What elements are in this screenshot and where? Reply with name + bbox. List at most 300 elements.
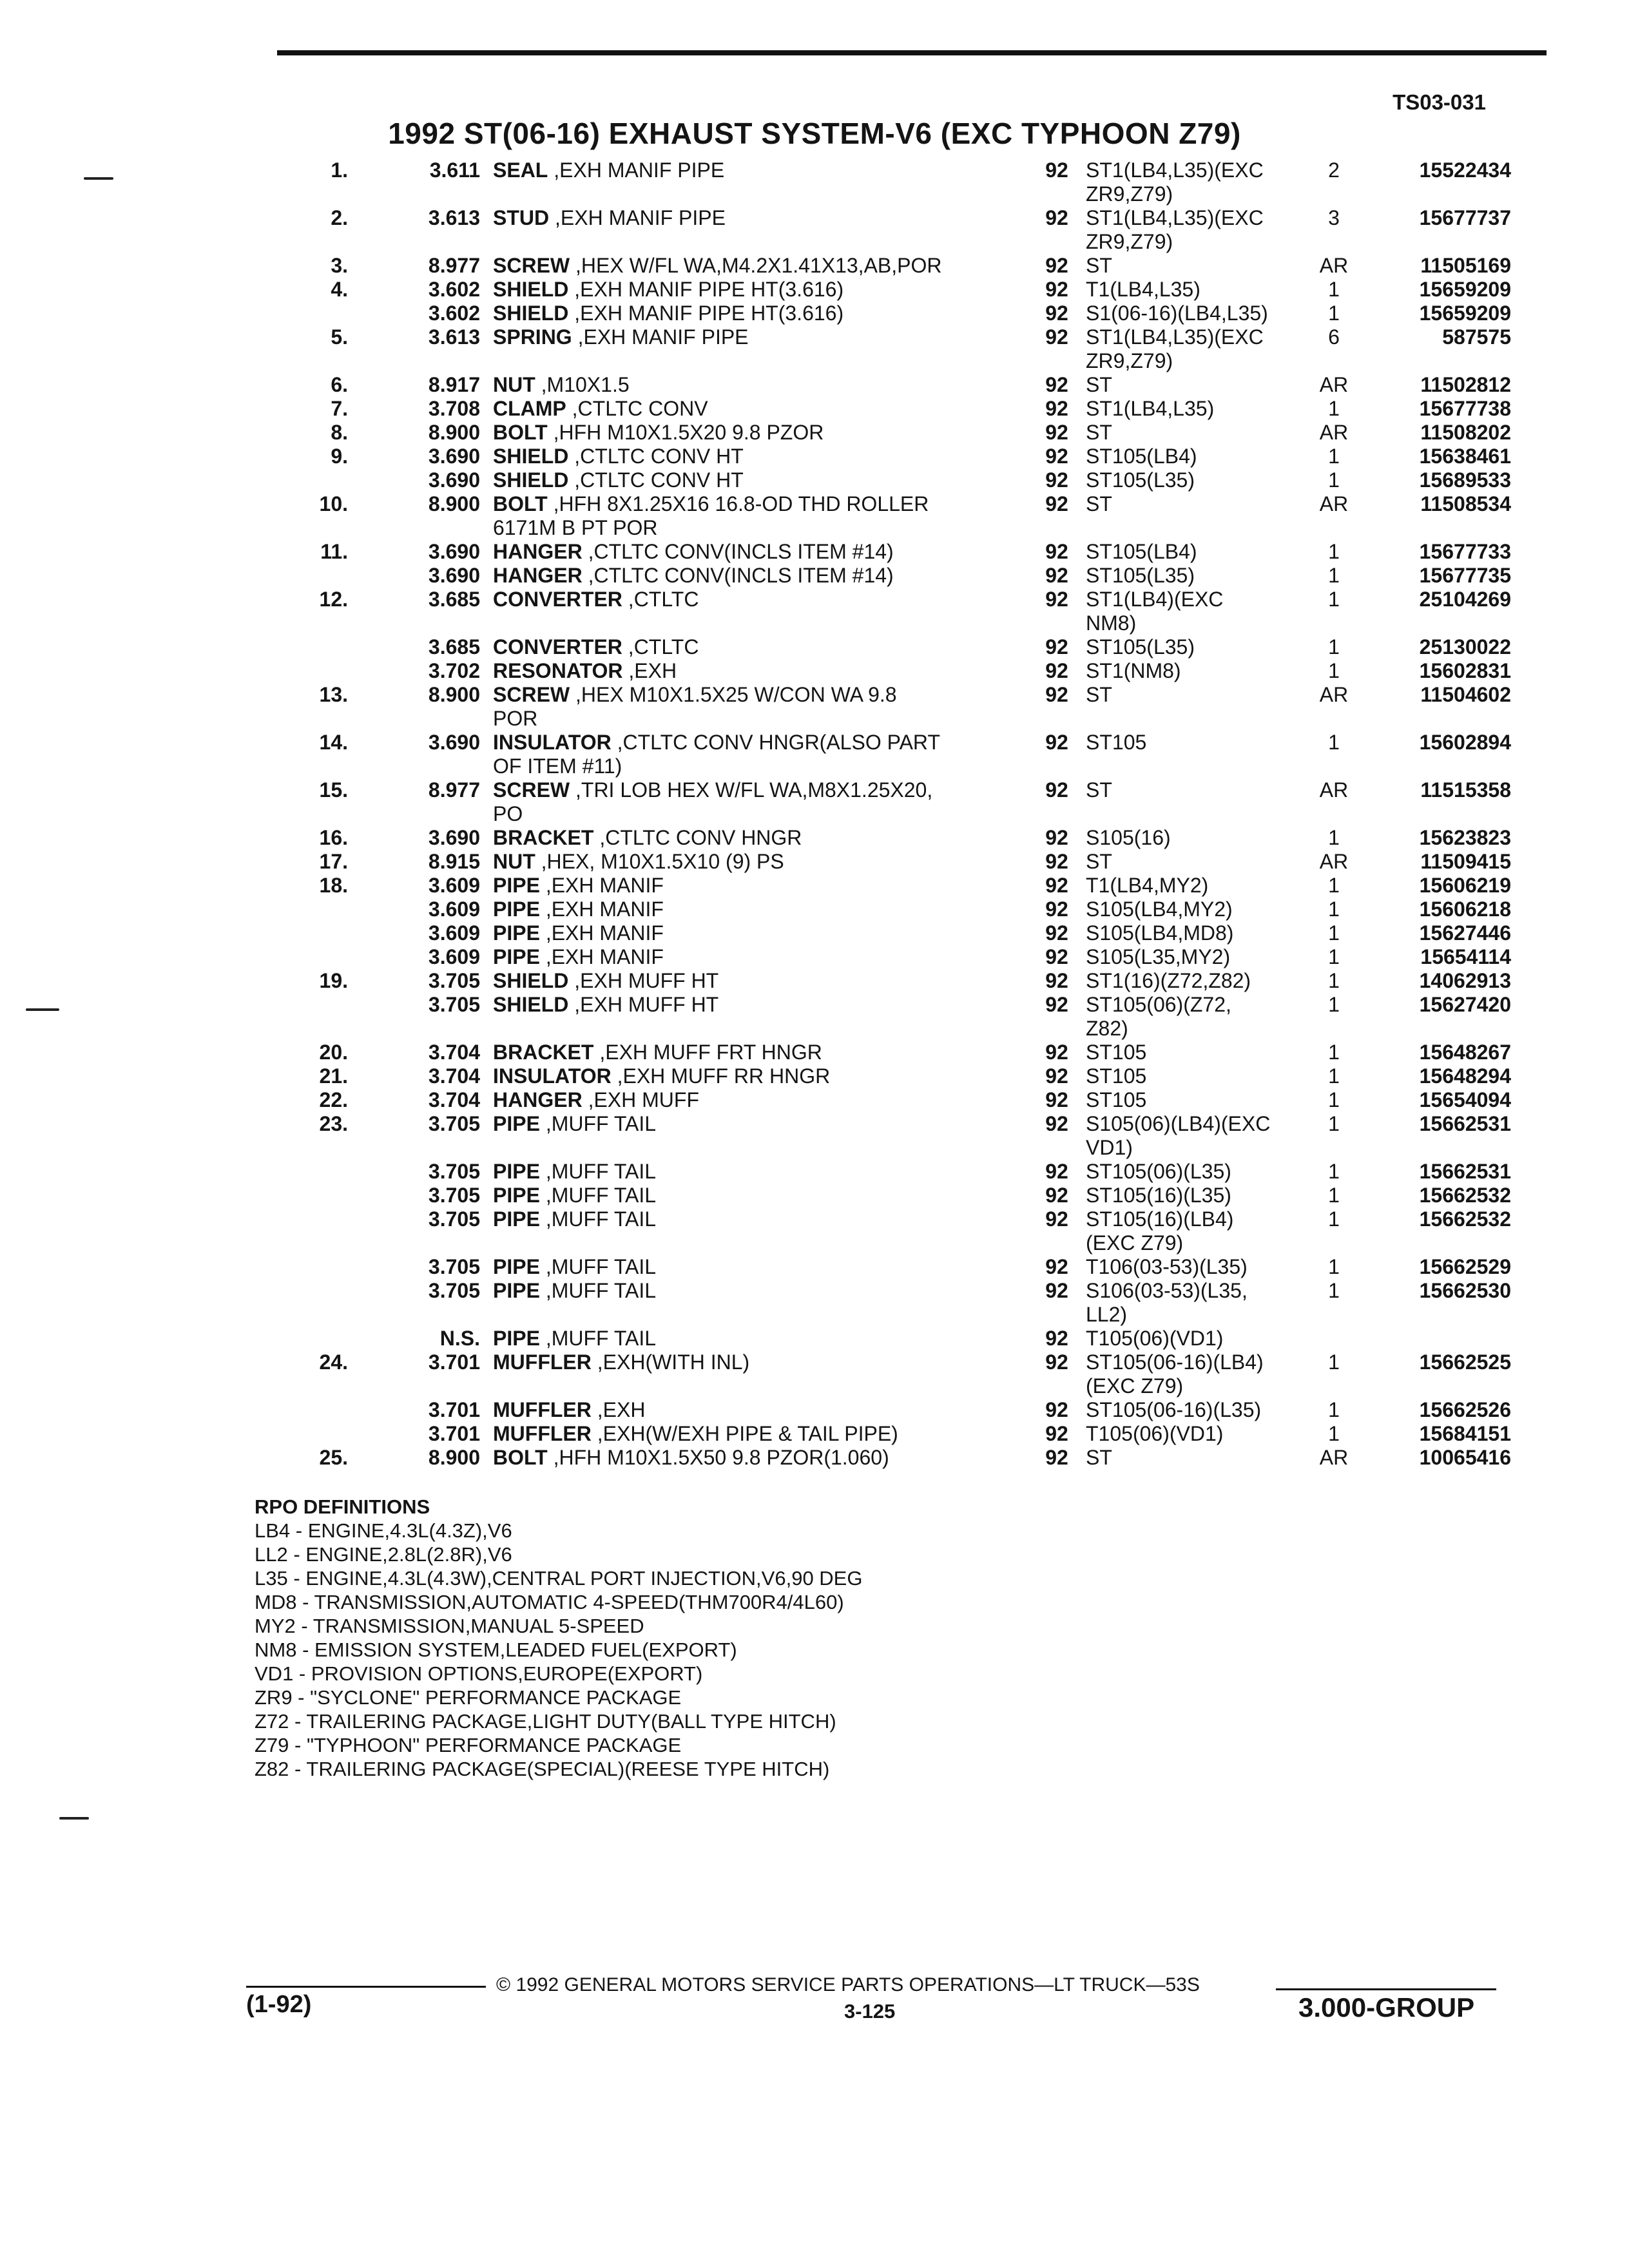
part-number: 15654094 bbox=[1419, 1088, 1511, 1111]
year: 92 bbox=[1045, 564, 1068, 587]
part-number: 11502812 bbox=[1420, 373, 1511, 396]
description bbox=[493, 468, 1028, 492]
description bbox=[493, 492, 1028, 516]
quantity: 1 bbox=[1328, 564, 1340, 587]
description-text: PIPE ,EXH MANIF bbox=[493, 921, 664, 945]
footer-group: 3.000-GROUP bbox=[1298, 1992, 1475, 2023]
year: 92 bbox=[1045, 659, 1068, 682]
year: 92 bbox=[1045, 1350, 1068, 1374]
model-usage: ST1(LB4)(EXC bbox=[1086, 588, 1224, 611]
year: 92 bbox=[1045, 1088, 1068, 1111]
group-number: 3.705 bbox=[428, 1160, 480, 1183]
rpo-item: ZR9 - "SYCLONE" PERFORMANCE PACKAGE bbox=[255, 1686, 682, 1709]
description-text: SHIELD ,EXH MANIF PIPE HT(3.616) bbox=[493, 278, 844, 301]
item-number: 12. bbox=[319, 588, 348, 611]
item-number: 25. bbox=[319, 1446, 348, 1469]
group-number: 3.704 bbox=[428, 1064, 480, 1088]
quantity: AR bbox=[1319, 778, 1349, 802]
part-number: 15659209 bbox=[1419, 278, 1511, 301]
quantity: AR bbox=[1319, 683, 1349, 706]
part-number: 15684151 bbox=[1419, 1422, 1511, 1445]
year: 92 bbox=[1045, 1255, 1068, 1278]
description bbox=[493, 945, 1028, 969]
part-row bbox=[264, 1327, 1527, 1350]
description-text: SHIELD ,EXH MUFF HT bbox=[493, 969, 719, 992]
part-number: 15689533 bbox=[1419, 468, 1511, 492]
description-text: PIPE ,MUFF TAIL bbox=[493, 1255, 657, 1278]
rpo-definitions bbox=[255, 1495, 862, 1781]
rpo-item: Z79 - "TYPHOON" PERFORMANCE PACKAGE bbox=[255, 1734, 682, 1756]
model-usage: S106(03-53)(L35, bbox=[1086, 1279, 1248, 1302]
item-number: 11. bbox=[320, 540, 348, 563]
quantity: 1 bbox=[1328, 1422, 1340, 1445]
part-number: 11508202 bbox=[1420, 421, 1511, 444]
group-number: 3.602 bbox=[428, 302, 480, 325]
model-usage: ST1(LB4,L35)(EXC bbox=[1086, 206, 1264, 229]
part-number: 15677733 bbox=[1419, 540, 1511, 563]
part-row bbox=[264, 445, 1527, 468]
description-text: INSULATOR ,EXH MUFF RR HNGR bbox=[493, 1064, 831, 1088]
description-text: PIPE ,EXH MANIF bbox=[493, 898, 664, 921]
model-usage: LL2) bbox=[1086, 1303, 1128, 1326]
part-row bbox=[264, 1422, 1527, 1446]
description-text: PIPE ,EXH MANIF bbox=[493, 945, 664, 968]
part-row bbox=[264, 1446, 1527, 1470]
rpo-items bbox=[255, 1519, 862, 1781]
part-row bbox=[264, 206, 1527, 230]
part-number: 15662529 bbox=[1419, 1255, 1511, 1278]
part-number: 15677738 bbox=[1419, 397, 1511, 420]
description bbox=[493, 1088, 1028, 1112]
quantity: AR bbox=[1319, 492, 1349, 515]
part-number: 15648294 bbox=[1419, 1064, 1511, 1088]
part-row bbox=[264, 1184, 1527, 1207]
part-number: 15654114 bbox=[1420, 945, 1511, 968]
year: 92 bbox=[1045, 1064, 1068, 1088]
group-number: 3.609 bbox=[428, 874, 480, 897]
quantity: 1 bbox=[1328, 1160, 1340, 1183]
footer-date: (1-92) bbox=[246, 1991, 312, 2018]
description-text: HANGER ,CTLTC CONV(INCLS ITEM #14) bbox=[493, 564, 894, 587]
description bbox=[493, 802, 1028, 826]
part-row bbox=[264, 1207, 1527, 1231]
year: 92 bbox=[1045, 325, 1068, 349]
year: 92 bbox=[1045, 921, 1068, 945]
model-usage: ST105 bbox=[1086, 1064, 1147, 1088]
part-row bbox=[264, 540, 1527, 564]
year: 92 bbox=[1045, 373, 1068, 396]
description bbox=[493, 850, 1028, 874]
part-row bbox=[264, 421, 1527, 445]
group-number: 8.915 bbox=[428, 850, 480, 873]
part-row bbox=[264, 850, 1527, 874]
model-usage: ST105 bbox=[1086, 1088, 1147, 1111]
part-row bbox=[264, 1160, 1527, 1184]
description bbox=[493, 540, 1028, 564]
model-usage: S105(LB4,MD8) bbox=[1086, 921, 1234, 945]
description-text: POR bbox=[493, 707, 538, 730]
item-number: 14. bbox=[319, 731, 348, 754]
scan-mark bbox=[59, 1817, 89, 1820]
rpo-item: L35 - ENGINE,4.3L(4.3W),CENTRAL PORT INJECTION,V6,90 DEG bbox=[255, 1567, 863, 1590]
group-number: 3.685 bbox=[428, 588, 480, 611]
group-number: 3.705 bbox=[428, 1184, 480, 1207]
item-number: 7. bbox=[331, 397, 348, 420]
part-number: 15602894 bbox=[1419, 731, 1511, 754]
page-title: 1992 ST(06-16) EXHAUST SYSTEM-V6 (EXC TYPHOON Z79) bbox=[388, 117, 1241, 150]
description-text: BRACKET ,EXH MUFF FRT HNGR bbox=[493, 1041, 822, 1064]
description bbox=[493, 874, 1028, 898]
quantity: 1 bbox=[1328, 1112, 1340, 1135]
model-usage: Z82) bbox=[1086, 1017, 1128, 1040]
model-usage: ST bbox=[1086, 1446, 1112, 1469]
description-text: MUFFLER ,EXH(WITH INL) bbox=[493, 1350, 750, 1374]
rpo-item: Z82 - TRAILERING PACKAGE(SPECIAL)(REESE TYPE HITCH) bbox=[255, 1758, 830, 1780]
model-usage: ST1(LB4,L35)(EXC bbox=[1086, 325, 1264, 349]
description-text: HANGER ,CTLTC CONV(INCLS ITEM #14) bbox=[493, 540, 894, 563]
group-number: N.S. bbox=[439, 1327, 480, 1350]
description bbox=[493, 1160, 1028, 1184]
part-row bbox=[264, 754, 1527, 778]
part-row bbox=[264, 1112, 1527, 1136]
year: 92 bbox=[1045, 397, 1068, 420]
part-row bbox=[264, 468, 1527, 492]
description-text: SCREW ,TRI LOB HEX W/FL WA,M8X1.25X20, bbox=[493, 778, 933, 802]
model-usage: S105(L35,MY2) bbox=[1086, 945, 1231, 968]
description-text: CONVERTER ,CTLTC bbox=[493, 635, 699, 658]
description-text: SHIELD ,CTLTC CONV HT bbox=[493, 468, 744, 492]
year: 92 bbox=[1045, 159, 1068, 182]
part-number: 15606218 bbox=[1419, 898, 1511, 921]
model-usage: ST bbox=[1086, 421, 1112, 444]
part-number: 15662531 bbox=[1419, 1112, 1511, 1135]
item-number: 10. bbox=[319, 492, 348, 515]
description bbox=[493, 206, 1028, 230]
part-number: 15662531 bbox=[1419, 1160, 1511, 1183]
description-text: SHIELD ,CTLTC CONV HT bbox=[493, 445, 744, 468]
item-number: 8. bbox=[331, 421, 348, 444]
year: 92 bbox=[1045, 588, 1068, 611]
description-text: BOLT ,HFH 8X1.25X16 16.8-OD THD ROLLER bbox=[493, 492, 929, 515]
description bbox=[493, 159, 1028, 182]
description bbox=[493, 278, 1028, 302]
description bbox=[493, 1207, 1028, 1231]
description bbox=[493, 778, 1028, 802]
part-row bbox=[264, 898, 1527, 921]
footer-rule-left bbox=[246, 1986, 486, 1988]
group-number: 3.685 bbox=[428, 635, 480, 658]
description-text: PO bbox=[493, 802, 523, 825]
description-text: MUFFLER ,EXH(W/EXH PIPE & TAIL PIPE) bbox=[493, 1422, 898, 1445]
part-number: 15662526 bbox=[1419, 1398, 1511, 1421]
quantity: 1 bbox=[1328, 826, 1340, 849]
part-row bbox=[264, 826, 1527, 850]
part-row bbox=[264, 1041, 1527, 1064]
model-usage: ST105(LB4) bbox=[1086, 445, 1197, 468]
part-row bbox=[264, 802, 1527, 826]
item-number: 1. bbox=[331, 159, 348, 182]
part-number: 14062913 bbox=[1419, 969, 1511, 992]
description-text: OF ITEM #11) bbox=[493, 754, 622, 778]
year: 92 bbox=[1045, 206, 1068, 229]
year: 92 bbox=[1045, 1398, 1068, 1421]
part-number: 15638461 bbox=[1419, 445, 1511, 468]
description bbox=[493, 421, 1028, 445]
part-row bbox=[264, 945, 1527, 969]
quantity: 1 bbox=[1328, 945, 1340, 968]
part-number: 15623823 bbox=[1419, 826, 1511, 849]
description-text: PIPE ,MUFF TAIL bbox=[493, 1160, 657, 1183]
year: 92 bbox=[1045, 683, 1068, 706]
part-number: 15627420 bbox=[1419, 993, 1511, 1016]
description-text: SPRING ,EXH MANIF PIPE bbox=[493, 325, 749, 349]
description bbox=[493, 1446, 1028, 1470]
item-number: 6. bbox=[331, 373, 348, 396]
part-number: 15659209 bbox=[1419, 302, 1511, 325]
description-text: HANGER ,EXH MUFF bbox=[493, 1088, 699, 1111]
quantity: 1 bbox=[1328, 921, 1340, 945]
description bbox=[493, 516, 1028, 540]
group-number: 3.690 bbox=[428, 564, 480, 587]
part-number: 15606219 bbox=[1419, 874, 1511, 897]
item-number: 9. bbox=[331, 445, 348, 468]
part-row bbox=[264, 1279, 1527, 1303]
part-row bbox=[264, 516, 1527, 540]
group-number: 8.900 bbox=[428, 421, 480, 444]
group-number: 3.701 bbox=[428, 1422, 480, 1445]
model-usage: ST105(L35) bbox=[1086, 635, 1195, 658]
part-row bbox=[264, 921, 1527, 945]
description-text: PIPE ,MUFF TAIL bbox=[493, 1207, 657, 1231]
description-text: PIPE ,MUFF TAIL bbox=[493, 1184, 657, 1207]
model-usage: ST105(L35) bbox=[1086, 468, 1195, 492]
model-usage: T105(06)(VD1) bbox=[1086, 1422, 1224, 1445]
part-row bbox=[264, 1374, 1527, 1398]
year: 92 bbox=[1045, 468, 1068, 492]
model-usage: T106(03-53)(L35) bbox=[1086, 1255, 1248, 1278]
quantity: 1 bbox=[1328, 397, 1340, 420]
part-row bbox=[264, 182, 1527, 206]
model-usage: ST1(LB4,L35) bbox=[1086, 397, 1215, 420]
group-number: 3.609 bbox=[428, 898, 480, 921]
part-row bbox=[264, 1303, 1527, 1327]
quantity: 1 bbox=[1328, 278, 1340, 301]
model-usage: ST bbox=[1086, 850, 1112, 873]
description bbox=[493, 1041, 1028, 1064]
year: 92 bbox=[1045, 421, 1068, 444]
year: 92 bbox=[1045, 778, 1068, 802]
description bbox=[493, 254, 1028, 278]
year: 92 bbox=[1045, 969, 1068, 992]
group-number: 3.690 bbox=[428, 445, 480, 468]
part-number: 15627446 bbox=[1419, 921, 1511, 945]
group-number: 8.917 bbox=[428, 373, 480, 396]
year: 92 bbox=[1045, 540, 1068, 563]
group-number: 3.690 bbox=[428, 540, 480, 563]
quantity: 1 bbox=[1328, 1184, 1340, 1207]
model-usage: ST105(06-16)(L35) bbox=[1086, 1398, 1262, 1421]
model-usage: S105(LB4,MY2) bbox=[1086, 898, 1233, 921]
model-usage: ST1(LB4,L35)(EXC bbox=[1086, 159, 1264, 182]
model-usage: ST bbox=[1086, 778, 1112, 802]
model-usage: VD1) bbox=[1086, 1136, 1133, 1159]
description-text: PIPE ,MUFF TAIL bbox=[493, 1112, 657, 1135]
part-number: 15662530 bbox=[1419, 1279, 1511, 1302]
quantity: 6 bbox=[1328, 325, 1340, 349]
group-number: 3.705 bbox=[428, 1255, 480, 1278]
description bbox=[493, 1184, 1028, 1207]
footer-rule-right bbox=[1276, 1988, 1496, 1990]
model-usage: S105(16) bbox=[1086, 826, 1171, 849]
quantity: 1 bbox=[1328, 969, 1340, 992]
quantity: 1 bbox=[1328, 874, 1340, 897]
group-number: 8.977 bbox=[428, 778, 480, 802]
part-row bbox=[264, 325, 1527, 349]
item-number: 22. bbox=[319, 1088, 348, 1111]
quantity: 1 bbox=[1328, 1350, 1340, 1374]
part-row bbox=[264, 397, 1527, 421]
year: 92 bbox=[1045, 254, 1068, 277]
model-usage: ST bbox=[1086, 254, 1112, 277]
description-text: BOLT ,HFH M10X1.5X50 9.8 PZOR(1.060) bbox=[493, 1446, 889, 1469]
model-usage: ST bbox=[1086, 492, 1112, 515]
footer-copyright: © 1992 GENERAL MOTORS SERVICE PARTS OPERATIONS—LT TRUCK—53S bbox=[496, 1974, 1200, 1995]
group-number: 3.704 bbox=[428, 1041, 480, 1064]
year: 92 bbox=[1045, 993, 1068, 1016]
scan-mark bbox=[84, 177, 113, 180]
group-number: 3.690 bbox=[428, 731, 480, 754]
item-number: 15. bbox=[319, 778, 348, 802]
quantity: AR bbox=[1319, 373, 1349, 396]
description bbox=[493, 325, 1028, 349]
part-row bbox=[264, 254, 1527, 278]
part-row bbox=[264, 993, 1527, 1017]
quantity: 3 bbox=[1328, 206, 1340, 229]
quantity: AR bbox=[1319, 421, 1349, 444]
item-number: 2. bbox=[331, 206, 348, 229]
group-number: 3.609 bbox=[428, 921, 480, 945]
model-usage: ST105(06)(Z72, bbox=[1086, 993, 1231, 1016]
description bbox=[493, 683, 1028, 707]
description bbox=[493, 1327, 1028, 1350]
quantity: 1 bbox=[1328, 1064, 1340, 1088]
rpo-item: NM8 - EMISSION SYSTEM,LEADED FUEL(EXPORT) bbox=[255, 1639, 737, 1661]
description bbox=[493, 373, 1028, 397]
rpo-heading: RPO DEFINITIONS bbox=[255, 1495, 430, 1518]
description bbox=[493, 445, 1028, 468]
rpo-item: VD1 - PROVISION OPTIONS,EUROPE(EXPORT) bbox=[255, 1662, 703, 1685]
model-usage: ZR9,Z79) bbox=[1086, 182, 1173, 206]
group-number: 3.705 bbox=[428, 1279, 480, 1302]
model-usage: T1(LB4,MY2) bbox=[1086, 874, 1209, 897]
model-usage: (EXC Z79) bbox=[1086, 1231, 1184, 1254]
part-row bbox=[264, 611, 1527, 635]
rpo-item: Z72 - TRAILERING PACKAGE,LIGHT DUTY(BALL TYPE HITCH) bbox=[255, 1710, 836, 1733]
quantity: 1 bbox=[1328, 993, 1340, 1016]
model-usage: ZR9,Z79) bbox=[1086, 230, 1173, 253]
group-number: 3.690 bbox=[428, 468, 480, 492]
part-row bbox=[264, 159, 1527, 182]
quantity: AR bbox=[1319, 1446, 1349, 1469]
quantity: 1 bbox=[1328, 1398, 1340, 1421]
group-number: 3.705 bbox=[428, 1112, 480, 1135]
group-number: 3.613 bbox=[428, 325, 480, 349]
part-row bbox=[264, 1255, 1527, 1279]
description-text: INSULATOR ,CTLTC CONV HNGR(ALSO PART bbox=[493, 731, 940, 754]
group-number: 8.977 bbox=[428, 254, 480, 277]
description-text: 6171M B PT POR bbox=[493, 516, 658, 539]
description bbox=[493, 564, 1028, 588]
group-number: 3.705 bbox=[428, 993, 480, 1016]
year: 92 bbox=[1045, 1422, 1068, 1445]
part-row bbox=[264, 302, 1527, 325]
part-number: 11515358 bbox=[1420, 778, 1511, 802]
part-row bbox=[264, 278, 1527, 302]
year: 92 bbox=[1045, 1327, 1068, 1350]
description-text: MUFFLER ,EXH bbox=[493, 1398, 646, 1421]
description bbox=[493, 588, 1028, 611]
description bbox=[493, 898, 1028, 921]
description bbox=[493, 754, 1028, 778]
part-number: 15662525 bbox=[1419, 1350, 1511, 1374]
model-usage: ST105(06-16)(LB4) bbox=[1086, 1350, 1264, 1374]
item-number: 24. bbox=[319, 1350, 348, 1374]
description-text: RESONATOR ,EXH bbox=[493, 659, 677, 682]
item-number: 13. bbox=[319, 683, 348, 706]
model-usage: ST bbox=[1086, 683, 1112, 706]
description bbox=[493, 1064, 1028, 1088]
item-number: 16. bbox=[319, 826, 348, 849]
footer-page-number: 3-125 bbox=[844, 2000, 896, 2023]
quantity: 1 bbox=[1328, 1041, 1340, 1064]
part-number: 15522434 bbox=[1419, 159, 1511, 182]
quantity: 1 bbox=[1328, 731, 1340, 754]
part-number: 11509415 bbox=[1420, 850, 1511, 873]
year: 92 bbox=[1045, 945, 1068, 968]
description bbox=[493, 1255, 1028, 1279]
part-row bbox=[264, 230, 1527, 254]
part-number: 11508534 bbox=[1420, 492, 1511, 515]
part-row bbox=[264, 1350, 1527, 1374]
description bbox=[493, 969, 1028, 993]
description bbox=[493, 707, 1028, 731]
group-number: 3.704 bbox=[428, 1088, 480, 1111]
item-number: 5. bbox=[331, 325, 348, 349]
description bbox=[493, 1350, 1028, 1374]
item-number: 3. bbox=[331, 254, 348, 277]
group-number: 3.701 bbox=[428, 1398, 480, 1421]
quantity: 1 bbox=[1328, 898, 1340, 921]
group-number: 3.701 bbox=[428, 1350, 480, 1374]
group-number: 8.900 bbox=[428, 492, 480, 515]
description-text: CONVERTER ,CTLTC bbox=[493, 588, 699, 611]
group-number: 3.613 bbox=[428, 206, 480, 229]
year: 92 bbox=[1045, 302, 1068, 325]
group-number: 3.705 bbox=[428, 1207, 480, 1231]
description bbox=[493, 397, 1028, 421]
part-row bbox=[264, 778, 1527, 802]
description bbox=[493, 1398, 1028, 1422]
description-text: STUD ,EXH MANIF PIPE bbox=[493, 206, 726, 229]
model-usage: (EXC Z79) bbox=[1086, 1374, 1184, 1398]
part-row bbox=[264, 1136, 1527, 1160]
group-number: 3.609 bbox=[428, 945, 480, 968]
year: 92 bbox=[1045, 1207, 1068, 1231]
year: 92 bbox=[1045, 492, 1068, 515]
model-usage: ST bbox=[1086, 373, 1112, 396]
description-text: SEAL ,EXH MANIF PIPE bbox=[493, 159, 725, 182]
model-usage: ST105(16)(LB4) bbox=[1086, 1207, 1234, 1231]
